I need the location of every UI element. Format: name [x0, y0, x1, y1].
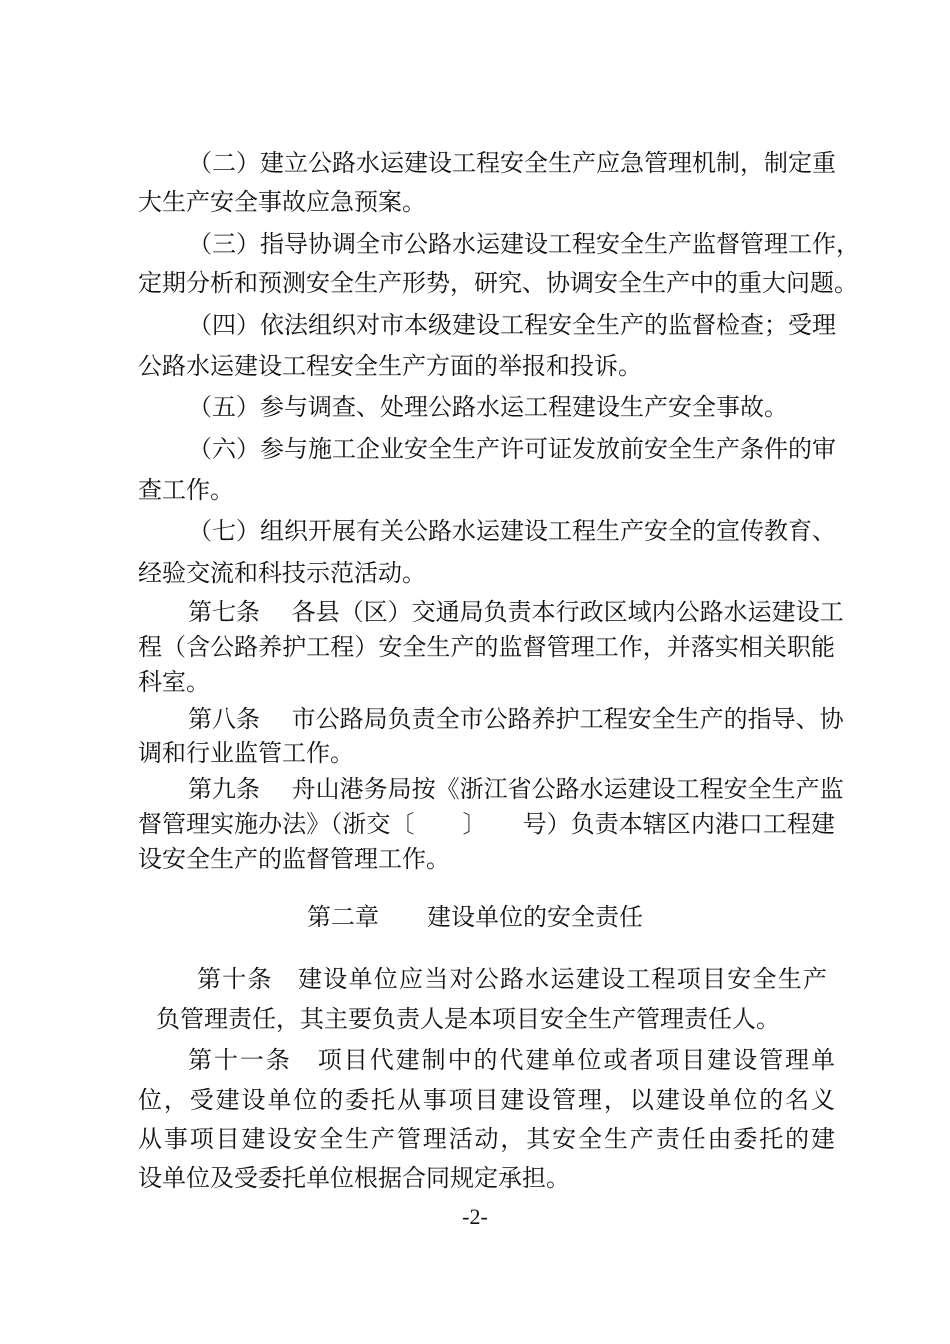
paragraph-4-line-2: 公路水运建设工程安全生产方面的举报和投诉。 — [138, 352, 642, 380]
article-7-line-1: 第七条 各县（区）交通局负责本行政区域内公路水运建设工 — [188, 598, 844, 626]
article-9-line-1: 第九条 舟山港务局按《浙江省公路水运建设工程安全生产监 — [188, 775, 844, 803]
paragraph-6-line-2: 查工作。 — [138, 476, 234, 504]
paragraph-3-line-2: 定期分析和预测安全生产形势，研究、协调安全生产中的重大问题。 — [138, 269, 858, 297]
article-8-line-2: 调和行业监管工作。 — [138, 739, 354, 767]
paragraph-6-line-1: （六）参与施工企业安全生产许可证发放前安全生产条件的审 — [188, 435, 836, 463]
paragraph-7-line-2: 经验交流和科技示范活动。 — [138, 559, 426, 587]
page-number: -2- — [462, 1204, 488, 1229]
paragraph-4-line-1: （四）依法组织对市本级建设工程安全生产的监督检查；受理 — [188, 311, 836, 339]
article-11-line-1: 第十一条 项目代建制中的代建单位或者项目建设管理单 — [188, 1046, 835, 1074]
article-7-line-2: 程（含公路养护工程）安全生产的监督管理工作，并落实相关职能 — [138, 633, 835, 661]
article-11-line-2: 位，受建设单位的委托从事项目建设管理，以建设单位的名义 — [138, 1086, 835, 1114]
paragraph-2-line-1: （二）建立公路水运建设工程安全生产应急管理机制，制定重 — [188, 149, 836, 177]
paragraph-3-line-1: （三）指导协调全市公路水运建设工程安全生产监督管理工作， — [188, 230, 860, 258]
paragraph-2-line-2: 大生产安全事故应急预案。 — [138, 188, 426, 216]
article-7-line-3: 科室。 — [138, 668, 210, 696]
article-9-line-3: 设安全生产的监督管理工作。 — [138, 845, 450, 873]
paragraph-7-line-1: （七）组织开展有关公路水运建设工程生产安全的宣传教育、 — [188, 517, 836, 545]
article-11-line-4: 设单位及受委托单位根据合同规定承担。 — [138, 1164, 570, 1192]
article-10-line-1: 第十条 建设单位应当对公路水运建设工程项目安全生产 — [197, 965, 827, 993]
article-10-line-2: 负管理责任，其主要负责人是本项目安全生产管理责任人。 — [156, 1005, 780, 1033]
article-8-line-1: 第八条 市公路局负责全市公路养护工程安全生产的指导、协 — [188, 705, 844, 733]
paragraph-5-line-1: （五）参与调查、处理公路水运工程建设生产安全事故。 — [188, 393, 788, 421]
article-11-line-3: 从事项目建设安全生产管理活动，其安全生产责任由委托的建 — [138, 1125, 835, 1153]
article-9-line-2: 督管理实施办法》（浙交〔 〕 号）负责本辖区内港口工程建 — [138, 810, 835, 838]
chapter-heading: 第二章 建设单位的安全责任 — [307, 903, 643, 931]
